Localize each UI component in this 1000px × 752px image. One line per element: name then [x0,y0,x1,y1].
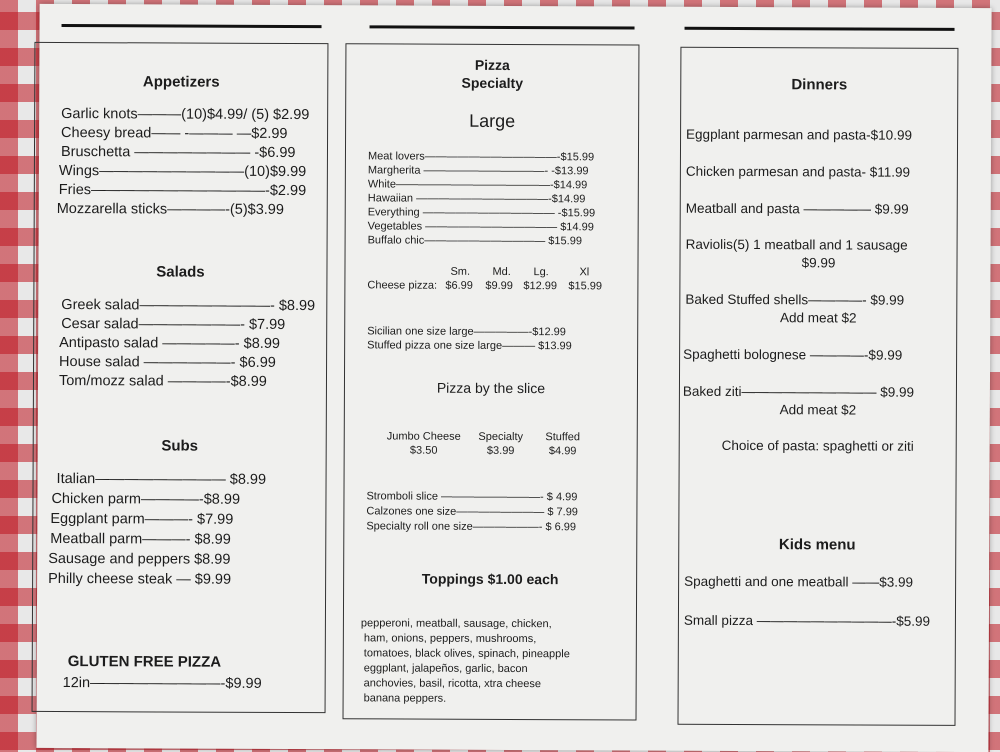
price: $15.99 [568,280,603,293]
subs-heading: Subs [161,437,199,455]
menu-item: Greek salad—————————- $8.99 [61,297,316,315]
slice-item-name: Jumbo Cheese [386,430,461,443]
menu-item: Spaghetti bolognese ————-$9.99 [683,346,903,363]
menu-item: Sicilian one size large—————-$12.99 [367,325,566,339]
pizza-heading: Pizza [474,56,510,73]
menu-item: Spaghetti and one meatball ——$3.99 [684,573,914,590]
toppings-line: anchovies, basil, ricotta, xtra cheese [363,677,542,691]
menu-item: White——————————————-$14.99 [367,178,588,192]
slice-heading: Pizza by the slice [436,379,546,397]
menu-item-note: Choice of pasta: spaghetti or ziti [721,437,914,454]
menu-item: Sausage and peppers $8.99 [48,550,231,568]
menu-item: Tom/mozz salad ————-$8.99 [58,373,267,390]
slice-item-name: Stuffed [545,431,581,444]
menu-item: Meat lovers————————————-$15.99 [367,150,595,164]
menu-item: 12in—————————-$9.99 [62,675,262,692]
menu-item: Baked Stuffed shells————- $9.99 [685,291,905,308]
price: $6.99 [445,279,473,292]
menu-item: Small pizza ——————————-$5.99 [683,612,931,629]
slice-item-price: $4.99 [548,445,577,458]
price: $12.99 [523,280,558,293]
cheese-pizza-label: Cheese pizza: [367,279,438,292]
menu-item-note: Add meat $2 [779,402,857,418]
divider-line [685,27,955,31]
appetizers-heading: Appetizers [142,73,220,91]
menu-item: Mozzarella sticks————-(5)$3.99 [56,201,285,218]
menu-item: Everything ———————————— -$15.99 [367,206,596,220]
specialty-heading: Specialty [461,74,524,92]
menu-item: Meatball parm———- $8.99 [50,530,231,548]
menu-item: Philly cheese steak — $9.99 [48,570,232,588]
menu-item: House salad ——————- $6.99 [59,354,276,371]
toppings-line: eggplant, jalapeños, garlic, bacon [363,662,528,676]
size-label: Lg. [533,266,549,279]
menu-item: Cheesy bread—— -——— —$2.99 [61,125,288,143]
menu-item: Chicken parm————-$8.99 [51,490,241,508]
size-label: Xl [579,266,590,279]
menu-item: Fries————————————-$2.99 [58,182,307,200]
toppings-line: tomatoes, black olives, spinach, pineapple [363,647,570,661]
menu-item: Stromboli slice —————————- $ 4.99 [366,490,578,504]
menu-item: Buffalo chic——————————— $15.99 [367,234,582,248]
menu-item: Eggplant parm———- $7.99 [50,510,234,528]
slice-item-name: Specialty [478,430,524,444]
menu-item: Meatball and pasta ————— $9.99 [685,200,909,217]
slice-item-price: $3.99 [486,444,515,458]
dinners-heading: Dinners [791,76,848,94]
menu-item: Vegetables ———————————— $14.99 [367,220,594,234]
middle-column [343,43,640,720]
menu-item-note: Add meat $2 [779,310,857,326]
salads-heading: Salads [156,263,205,281]
menu-item: Stuffed pizza one size large——— $13.99 [367,339,572,353]
menu-item: Hawaiian ————————————-$14.99 [367,192,586,206]
slice-item-price: $3.50 [409,444,438,457]
menu-item: Raviolis(5) 1 meatball and 1 sausage [685,236,908,253]
menu-item: Bruschetta ———————— -$6.99 [60,144,296,162]
large-heading: Large [469,110,516,132]
left-column [32,42,329,713]
menu-sheet [36,4,991,752]
toppings-line: ham, onions, peppers, mushrooms, [363,632,537,646]
menu-item: Calzones one size———————— $ 7.99 [366,505,578,519]
gluten-free-heading: GLUTEN FREE PIZZA [67,653,222,671]
right-column [677,47,958,726]
toppings-heading: Toppings $1.00 each [421,570,559,588]
menu-item: Cesar salad———————- $7.99 [61,316,286,334]
divider-line [62,24,322,28]
menu-item: Wings——————————(10)$9.99 [58,163,307,181]
menu-item: Chicken parmesan and pasta- $11.99 [685,163,911,180]
menu-item-price: $9.99 [801,255,836,271]
kids-menu-heading: Kids menu [778,536,856,554]
size-label: Sm. [450,265,471,278]
menu-item: Garlic knots———(10)$4.99/ (5) $2.99 [61,106,310,124]
menu-item: Baked ziti—————————— $9.99 [682,383,915,400]
menu-item: Antipasto salad —————- $8.99 [59,335,281,352]
menu-item: Margherita ———————————- -$13.99 [367,164,589,178]
divider-line [370,25,635,29]
menu-item: Italian————————— $8.99 [56,471,267,488]
menu-item: Eggplant parmesan and pasta-$10.99 [686,126,913,143]
menu-item: Specialty roll one size——————- $ 6.99 [366,520,577,534]
toppings-line: banana peppers. [363,692,447,705]
toppings-line: pepperoni, meatball, sausage, chicken, [360,617,552,631]
price: $9.99 [485,279,513,292]
size-label: Md. [492,265,511,278]
